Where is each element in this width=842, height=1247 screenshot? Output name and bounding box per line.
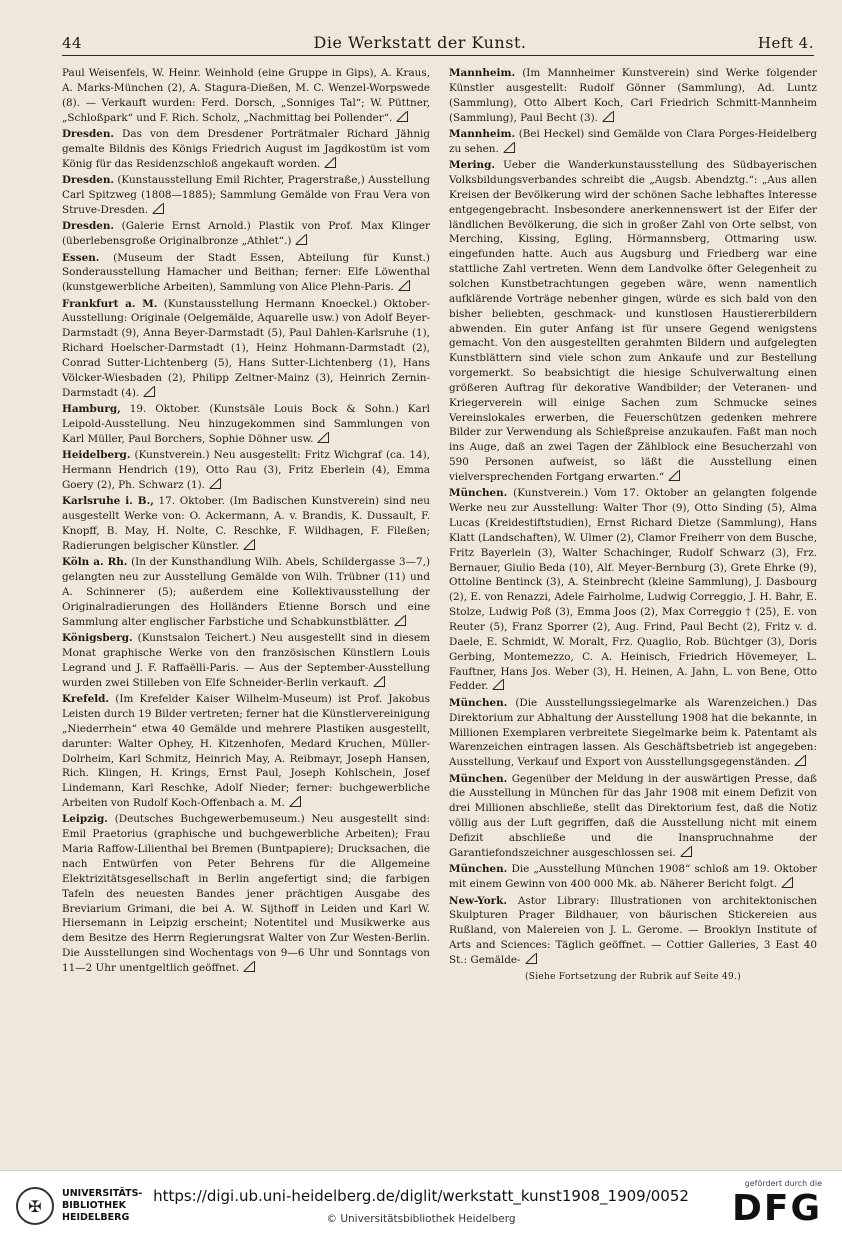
entry-text: (Kunstsalon Teichert.) Neu ausgestellt sind in diesem Monat graphische Werke von den französischen Künstlern Louis Legrand und J. F. Raffaëlli-Paris. — Aus der September-Ausstellung wurden zwei Stilleben von Elfe Schneider-Berlin verkauft. <box>62 632 430 689</box>
entry-city: Hamburg, <box>62 403 121 416</box>
news-entry <box>62 173 430 218</box>
news-entry <box>62 251 430 296</box>
entry-text: Das von dem Dresdener Porträtmaler Richard Jähnig gemalte Bildnis des Königs Friedrich August im Jagdkostüm ist vom König für das Residenzschloß angekauft worden. <box>62 127 430 170</box>
entry-text: (Kunstverein.) Vom 17. Oktober an gelangten folgende Werke neu zur Ausstellung: Walter Thor (9), Otto Sinding (5), Alma Lucas (Kreidestiftstudien), Ernst Richard Dietze (Sammlung), Hans Klatt (Landschaften), W. Ulmer (2), Clamor Freiherr von dem Busche, Fritz Bayerlein (3), Walter Schachinger, Rudolf Schwarz (3), Frz. Bernauer, Giulio Beda (10), Alf. Meyer-Bernburg (3), Grete Ehrke (9), Ottoline Bentinck (3), A. Steinbrecht (kleine Sammlung), J. Dasbourg (2), E. von Renazzi, Adele Fairholme, Ludwig Correggio, J. H. Bahr, E. Stolze, Ludwig Poß (3), Emma Joos (2), Max Correggio † (25), E. von Reuter (5), Franz Sporrer (2), Aug. Frind, Paul Becht (2), Fritz v. d. Daele, E. Schmidt, W. Moralt, Frz. Quaglio, Rob. Büchtger (3), Doris Gerbing, Montemezzo, C. A. Heinisch, Friedrich Hövemeyer, L. Fauftner, Hans Jos. Weber (3), H. Heinen, A. Jahn, L. von Bene, Otto Fedder. <box>449 487 817 693</box>
news-entry <box>62 692 430 811</box>
entry-text: (Kunstausstellung Emil Richter, Pragerstraße,) Ausstellung Carl Spitzweg (1808—1885); Sammlung Gemälde von Frau Vera von Struve-Dresden. <box>62 174 430 216</box>
copyright-notice: © Universitätsbibliothek Heidelberg <box>326 1213 516 1225</box>
entry-end-mark-icon <box>244 540 254 550</box>
entry-text: Ueber die Wanderkunstausstellung des Südbayerischen Volksbildungsverbandes schreibt die „Augsb. Abendztg.“: „Aus allen Kreisen der Bevölkerung wird der schönen Sache lebhaftes Interesse entgegengebracht. Insbesondere anerkennenswert ist der Eifer der ländlichen Bevölkerung, die sich in großer Zahl von Orte selbst, von Merching, Kissing, Egling, Hörmannsberg, Ottmaring usw. eingefunden hatte. Auch aus Augsburg und Friedberg war eine stattliche Zahl vertreten. Wenn dem Landvolke öfter Gelegenheit zu solchen Kunstbetrachtungen gegeben wäre, wenn namentlich aufklärende Vorträge nebenher gingen, würde es sich bald von den bisher beliebten, geschmack- und kunstlosen Haustiererbildern abwenden. Ein guter Anfang ist für unsere Gegend wenigstens gemacht. Von den ausgestellten gerahmten Bildern und aufgelegten Kunstblättern sind viele schon zum Ankaufe und zur Bestellung vorgemerkt. So beabsichtigt die hiesige Schulverwaltung einen größeren Auftrag für dekorative Wandbilder; der Veteranen- und Kriegerverein will einige Sachen zum Schmucke seines Vereinslokales erwerben, die Feuerschützen gedenken mehrere Bilder zur Verwendung als Schießpreise anzukaufen. Faßt man noch ins Auge, daß an zwei Tagen der Zählblock eine Besucherzahl von 590 Personen aufweist, so läßt die Ausstellung einen vielversprechenden Fortgang erwarten.“ <box>449 159 817 483</box>
news-entry <box>449 486 817 694</box>
entry-end-mark-icon <box>144 387 154 397</box>
entry-end-mark-icon <box>526 954 536 964</box>
continuation-note: (Siehe Fortsetzung der Rubrik auf Seite 49.) <box>524 971 742 982</box>
entry-text: (Kunstausstellung Hermann Knoeckel.) Oktober-Ausstellung: Originale (Oelgemälde, Aquarelle usw.) von Adolf Beyer-Darmstadt (9), Anna Beyer-Darmstadt (5), Paul Dahlen-Karlsruhe (1), Richard Hoelscher-Darmstadt (1), Heinz Hohmann-Darmstadt (2), Conrad Sutter-Lichtenberg (5), Hans Sutter-Lichtenberg (1), Hans Völcker-Wiesbaden (2), Philipp Zeltner-Mainz (3), Heinrich Zernin-Darmstadt (4). <box>62 297 430 399</box>
page-number: 44 <box>62 34 83 52</box>
entry-end-mark-icon <box>296 235 306 245</box>
entry-text: (In der Kunsthandlung Wilh. Abels, Schildergasse 3—7,) gelangten neu zur Ausstellung Gemälde von Wilh. Trübner (11) und A. Schinnerer (5); außerdem eine Kollektivausstellung der Originalradierungen des Holländers Etienne Borsch und eine Sammlung alter englischer Farbstiche und Schabkunstblätter. <box>62 556 430 628</box>
right-column <box>449 66 817 1141</box>
entry-city: Essen. <box>62 251 100 264</box>
news-entry <box>449 862 817 892</box>
news-entry <box>62 66 430 125</box>
entry-end-mark-icon <box>782 878 792 888</box>
page-header <box>62 30 814 56</box>
entry-text: 19. Oktober. (Kunstsäle Louis Bock & Sohn.) Karl Leipold-Ausstellung. Neu hinzugekommen sind Sammlungen von Karl Müller, Paul Borchers, Sophie Döhner usw. <box>62 403 430 445</box>
library-name-line1: UNIVERSITÄTS- <box>62 1188 143 1199</box>
entry-city: München. <box>449 863 508 876</box>
entry-city: Krefeld. <box>62 693 110 706</box>
entry-city: Mannheim. <box>449 127 516 140</box>
entry-end-mark-icon <box>325 158 335 168</box>
entry-text: 17. Oktober. (Im Badischen Kunstverein) sind neu ausgestellt Werke von: O. Ackermann, A. v. Brandis, K. Dussault, F. Knopff, B. May, H. Nolte, C. Reschke, F. Wildhagen, F. Fileßen; Radierungen belgischer Künstler. <box>62 495 430 552</box>
entry-end-mark-icon <box>399 281 409 291</box>
entry-end-mark-icon <box>374 677 384 687</box>
news-entry <box>449 772 817 861</box>
entry-text: (Im Mannheimer Kunstverein) sind Werke folgender Künstler ausgestellt: Rudolf Gönner (Sammlung), Ad. Luntz (Sammlung), Otto Albert Koch, Carl Friedrich Schmitt-Mannheim (Sammlung), Paul Becht (3). <box>449 67 817 124</box>
library-name-line2: BIBLIOTHEK <box>62 1200 126 1211</box>
news-entry <box>62 555 430 629</box>
entry-text: (Museum der Stadt Essen, Abteilung für Kunst.) Sonderausstellung Hamacher und Beithan; ferner: Elfe Löwenthal (kunstgewerbliche Arbeiten), Sammlung von Alice Plehn-Paris. <box>62 251 430 294</box>
entry-city: München. <box>449 696 508 709</box>
entry-city: Frankfurt a. M. <box>62 297 158 310</box>
entry-end-mark-icon <box>669 471 679 481</box>
entry-end-mark-icon <box>493 680 503 690</box>
entry-text: (Galerie Ernst Arnold.) Plastik von Prof. Max Klinger (überlebensgroße Originalbronze „Athlet“.) <box>62 220 430 248</box>
entry-end-mark-icon <box>318 433 328 443</box>
entry-text: (Im Krefelder Kaiser Wilhelm-Museum) ist Prof. Jakobus Leisten durch 19 Bilder vertreten; ferner hat die Künstlervereinigung „Niederrhein“ etwa 40 Gemälde und mehrere Plastiken ausgestellt, darunter: Walter Ophey, H. Kitzenhofen, Medard Kruchen, Müller-Dolrheim, Karl Schmitz, Heinrich May, A. Reibmayr, Joseph Hansen, Rich. Klingen, H. Krings, Ernst Paul, Joseph Kohlschein, Josef Lindemann, Karl Reschke, Adolf Nieder; ferner: buchgewerbliche Arbeiten von Rudolf Koch-Offenbach a. M. <box>62 693 430 810</box>
entry-end-mark-icon <box>603 112 613 122</box>
entry-city: Königsberg. <box>62 632 133 645</box>
news-entry <box>62 297 430 401</box>
permalink-url[interactable]: https://digi.ub.uni-heidelberg.de/diglit/werkstatt_kunst1908_1909/0052 <box>153 1187 689 1205</box>
entry-city: Mering. <box>449 159 495 172</box>
entry-city: München. <box>449 487 508 500</box>
funded-by-label: gefördert durch die <box>744 1179 822 1188</box>
news-entry <box>449 158 817 485</box>
university-seal-icon: ✠ <box>16 1187 54 1225</box>
entry-city: Dresden. <box>62 127 114 140</box>
dfg-logo[interactable] <box>732 1179 822 1230</box>
news-entry <box>62 812 430 975</box>
news-entry <box>62 127 430 172</box>
entry-text: Paul Weisenfels, W. Heinr. Weinhold (eine Gruppe in Gips), A. Kraus, A. Marks-München (2), A. Stagura-Dießen, M. C. Wenzel-Worpswede (8). — Verkauft wurden: Ferd. Dorsch, „Sonniges Tal“; W. Püttner, „Schloßpark“ und F. Rich. Scholz, „Nachmittag bei Pollender“. <box>62 67 430 124</box>
entry-end-mark-icon <box>795 756 805 766</box>
entry-text: (Kunstverein.) Neu ausgestellt: Fritz Wichgraf (ca. 14), Hermann Hendrich (19), Otto Rau (3), Fritz Eberlein (4), Emma Goery (2), Ph. Schwarz (1). <box>62 449 430 491</box>
entry-city: Karlsruhe i. B., <box>62 495 154 508</box>
entry-text: Astor Library: Illustrationen von architektonischen Skulpturen Prager Bildhauer, von bäurischen Stickereien aus Rußland, von Malereien von J. L. Gerome. — Brooklyn Institute of Arts and Sciences: Täglich geöffnet. — Cottier Galleries, 3 East 40 St.: Gemälde- <box>449 894 817 966</box>
news-entry <box>62 631 430 690</box>
entry-city: New-York. <box>449 894 507 907</box>
entry-text: Die „Ausstellung München 1908“ schloß am 19. Oktober mit einem Gewinn von 400 000 Mk. ab. Näherer Bericht folgt. <box>449 863 817 891</box>
entry-end-mark-icon <box>210 479 220 489</box>
entry-end-mark-icon <box>397 112 407 122</box>
left-column <box>62 66 430 1141</box>
news-entry <box>62 402 430 447</box>
entry-city: Köln a. Rh. <box>62 556 128 569</box>
news-entry <box>62 219 430 249</box>
library-name-line3: HEIDELBERG <box>62 1212 130 1223</box>
entry-text: (Die Ausstellungssiegelmarke als Warenzeichen.) Das Direktorium zur Abhaltung der Ausstellung 1908 hat die bekannte, in Millionen Exemplaren verbreitete Siegelmarke beim k. Patentamt als Warenzeichen eintragen lassen. Als Geschäftsbetrieb ist angegeben: Ausstellung, Verkauf und Export von Ausstellungsgegenständen. <box>449 696 817 769</box>
entry-city: Leipzig. <box>62 813 108 826</box>
entry-city: Heidelberg. <box>62 449 131 462</box>
entry-end-mark-icon <box>244 962 254 972</box>
entry-text: (Deutsches Buchgewerbemuseum.) Neu ausgestellt sind: Emil Praetorius (graphische und buchgewerbliche Arbeiten); Frau Maria Raffow-Lilienthal bei Bremen (Buntpapiere); Drucksachen, die nach Entwürfen von Peter Behrens für die Allgemeine Elektrizitätsgesellschaft in Berlin angefertigt sind; die farbigen Tafeln des neuesten Bandes jener prächtigen Ausgabe des Breviarium Grimani, die bei A. W. Sijthoff in Leiden und Karl W. Hiersemann in Leipzig erscheint; Notentitel und Musikwerke aus dem Besitze des Herrn Regierungsrat Walter von Zur Westen-Berlin. Die Ausstellungen sind Wochentags von 9—6 Uhr und Sonntags von 11—2 Uhr unentgeltlich geöffnet. <box>62 813 430 974</box>
entry-city: Dresden. <box>62 174 114 187</box>
entry-end-mark-icon <box>153 204 163 214</box>
entry-text: (Bei Heckel) sind Gemälde von Clara Porges-Heidelberg zu sehen. <box>449 127 817 155</box>
entry-text: Gegenüber der Meldung in der auswärtigen Presse, daß die Ausstellung in München für das Jahr 1908 mit einem Defizit von drei Millionen abschließe, stellt das Direktorium fest, daß die Notiz völlig aus der Luft gegriffen, daß die Ausstellung nicht mit einem Defizit abschließe und die Inanspruchnahme der Garantiefondszeichner ausgeschlossen sei. <box>449 772 817 859</box>
running-title: Die Werkstatt der Kunst. <box>313 33 527 52</box>
entry-end-mark-icon <box>681 847 691 857</box>
news-entry <box>62 448 430 493</box>
news-entry <box>449 696 817 770</box>
dfg-wordmark: DFG <box>731 1188 822 1229</box>
news-entry <box>62 494 430 553</box>
entry-end-mark-icon <box>504 143 514 153</box>
entry-end-mark-icon <box>395 616 405 626</box>
news-entry <box>449 894 817 968</box>
viewer-footer <box>0 1170 842 1247</box>
news-entry <box>449 66 817 125</box>
entry-city: Mannheim. <box>449 67 516 79</box>
entry-end-mark-icon <box>290 797 300 807</box>
news-entry <box>449 127 817 157</box>
issue-label: Heft 4. <box>757 34 814 52</box>
entry-city: München. <box>449 772 508 785</box>
entry-city: Dresden. <box>62 220 114 233</box>
